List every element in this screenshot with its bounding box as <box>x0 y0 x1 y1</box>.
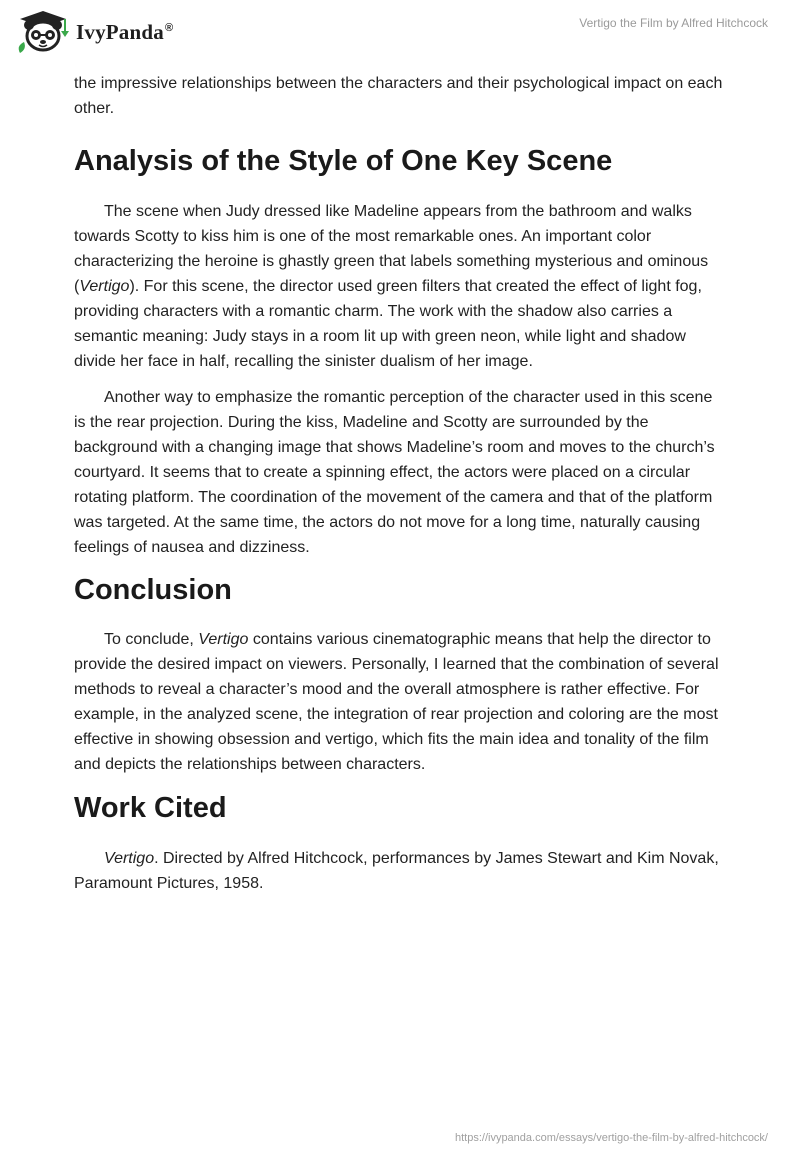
registered-mark: ® <box>164 21 174 34</box>
panda-graduate-logo-icon <box>14 8 72 54</box>
source-url-link[interactable]: https://ivypanda.com/essays/vertigo-the-film-by-alfred-hitchcock/ <box>454 1132 768 1144</box>
conclusion-paragraph: To conclude, Vertigo contains various cinematographic means that help the director to provide the desired impact on viewers. Personally, I learned that the combination of several methods to reveal a character’s mood and the overall atmosphere is rather effective. For example, in the analyzed scene, the integration of rear projection and coloring are the most effective in showing obsession and vertigo, which fits the main idea and tonality of the film and depicts the relationships between characters. <box>74 631 719 773</box>
document-title: Vertigo the Film by Alfred Hitchcock <box>579 16 768 30</box>
essay-content <box>74 71 728 896</box>
section-heading-conclusion: Conclusion <box>74 574 232 606</box>
film-title-italic: Vertigo <box>104 850 155 867</box>
brand-name: IvyPanda® <box>76 19 174 44</box>
section-heading-analysis: Analysis of the Style of One Key Scene <box>74 145 613 177</box>
section-heading-work-cited: Work Cited <box>74 792 227 824</box>
film-title-italic: Vertigo <box>198 631 249 648</box>
analysis-paragraph-1: The scene when Judy dressed like Madeline appears from the bathroom and walks towards Scotty to kiss him is one of the most remarkable ones. An important color characterizing the heroine is ghastly green that labels something mysterious and ominous (Vertigo). For this scene, the director used green filters that created the effect of light fog, providing characters with a romantic charm. The work with the shadow also carries a semantic meaning: Judy stays in a room lit up with green neon, while light and shadow divide her face in half, recalling the sinister dualism of her image. <box>74 203 709 370</box>
citation-entry: Vertigo. Directed by Alfred Hitchcock, performances by James Stewart and Kim Novak, Paramount Pictures, 1958. <box>74 850 719 892</box>
film-title-italic: Vertigo <box>79 278 130 295</box>
intro-paragraph-tail: the impressive relationships between the characters and their psychological impact on each other. <box>74 75 723 117</box>
ivypanda-logo[interactable] <box>14 8 173 54</box>
page-header <box>0 0 800 64</box>
analysis-paragraph-2: Another way to emphasize the romantic perception of the character used in this scene is the rear projection. During the kiss, Madeline and Scotty are surrounded by the background with a changing image that shows Madeline’s room and moves to the church’s courtyard. It seems that to create a spinning effect, the actors were placed on a circular rotating platform. The coordination of the movement of the camera and that of the platform was targeted. At the same time, the actors do not move for a long time, naturally causing feelings of nausea and dizziness. <box>74 389 715 556</box>
